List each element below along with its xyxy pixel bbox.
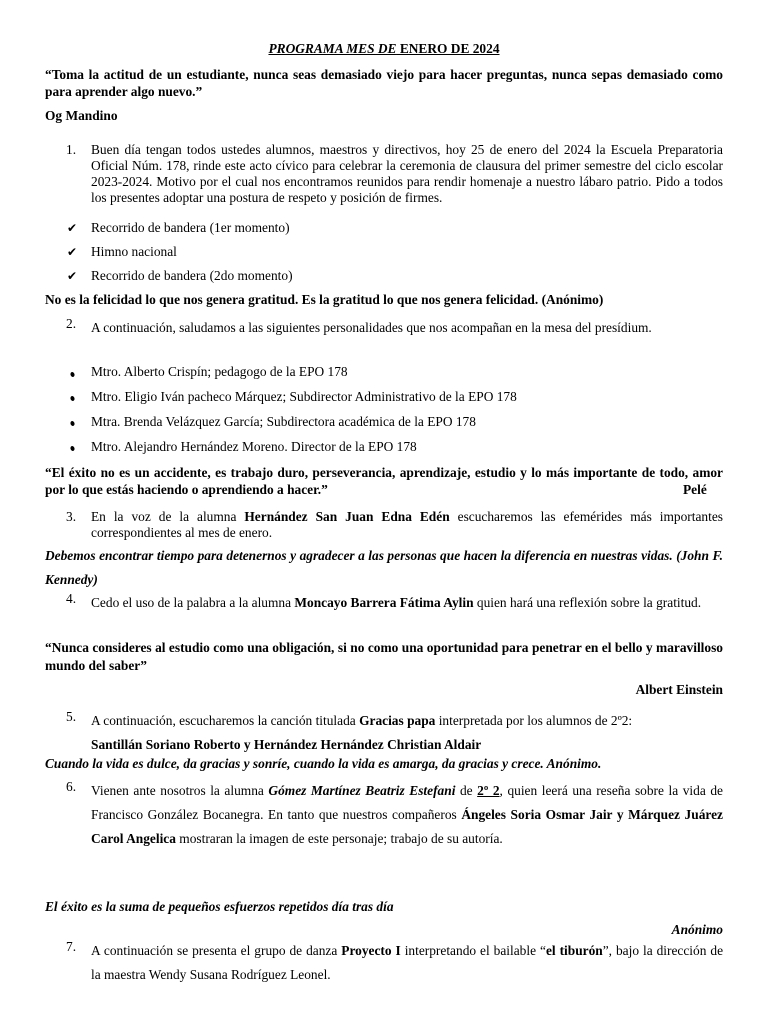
item-3-number: 3. <box>66 509 77 524</box>
item-6-mid1: de <box>455 783 478 798</box>
item-5-number: 5. <box>66 709 77 724</box>
quote-5-author: Albert Einstein <box>635 682 723 697</box>
item-7-number: 7. <box>66 939 77 954</box>
quote-4: Debemos encontrar tiempo para detenernos y agradecer a las personas que hacen la diferencia en nuestras vidas. (John F. Kennedy) <box>45 548 723 587</box>
item-4-text <box>91 591 723 615</box>
check-item-3: Recorrido de bandera (2do momento) <box>91 268 293 283</box>
quote-3-text: “El éxito no es un accidente, es trabajo duro, perseverancia, aprendizaje, estudio y lo más importante de todo, amor por lo que estás haciendo o aprendiendo a hacer.” <box>45 465 723 497</box>
quote-1: “Toma la actitud de un estudiante, nunca seas demasiado viejo para hacer preguntas, nunca sepas demasiado como para aprender algo nuevo.” <box>45 67 723 99</box>
quote-3-author: Pelé <box>683 482 707 497</box>
bullet-icon <box>70 445 75 451</box>
item-4-post: quien hará una reflexión sobre la gratitud. <box>473 595 702 610</box>
check-item-1: Recorrido de bandera (1er momento) <box>91 220 290 235</box>
item-2-number: 2. <box>66 316 77 331</box>
companions-names: Ángeles Soria Osmar Jair y Márquez Juárez Carol Angelica <box>91 807 723 846</box>
dance-group: Proyecto I <box>341 943 401 958</box>
dance-title: el tiburón <box>545 943 603 958</box>
quote-5: “Nunca consideres al estudio como una obligación, si no como una oportunidad para penetrar en el bello y maravilloso mundo del saber” <box>45 640 723 673</box>
page-title <box>0 41 768 57</box>
group-label: 2º 2 <box>477 783 500 798</box>
quote-6: Cuando la vida es dulce, da gracias y sonríe, cuando la vida es amarga, da gracias y crece. Anónimo. <box>45 756 602 771</box>
quote-7-author: Anónimo <box>671 922 723 937</box>
title-part2: ENERO DE 2024 <box>396 41 500 56</box>
item-5-pre: A continuación, escucharemos la canción titulada <box>91 713 360 728</box>
item-5-text <box>91 709 723 757</box>
title-part1: PROGRAMA MES DE <box>268 41 397 56</box>
performers-names: Santillán Soriano Roberto y Hernández Hernández Christian Aldair <box>91 737 482 752</box>
bullet-icon <box>70 420 75 426</box>
item-5-mid: interpretada por los alumnos de 2º2: <box>435 713 633 728</box>
item-7-pre: A continuación se presenta el grupo de danza <box>91 943 342 958</box>
quote-1-author: Og Mandino <box>45 108 118 123</box>
item-7-mid: interpretando el bailable “ <box>400 943 546 958</box>
check-icon: ✔ <box>67 221 78 235</box>
bullet-icon <box>70 371 75 377</box>
personality-3: Mtra. Brenda Velázquez García; Subdirectora académica de la EPO 178 <box>91 414 476 429</box>
item-6-pre: Vienen ante nosotros la alumna <box>91 783 269 798</box>
check-icon: ✔ <box>67 245 78 259</box>
quote-7: El éxito es la suma de pequeños esfuerzos repetidos día tras día <box>45 899 394 914</box>
personality-1: Mtro. Alberto Crispín; pedagogo de la EPO 178 <box>91 364 348 379</box>
check-icon: ✔ <box>67 269 78 283</box>
check-item-2: Himno nacional <box>91 244 177 259</box>
item-1-number: 1. <box>66 142 77 157</box>
song-title: Gracias papa <box>359 713 436 728</box>
item-7-post: ”, bajo la dirección de la maestra Wendy Susana Rodríguez Leonel. <box>91 943 724 982</box>
item-3-text <box>91 509 723 541</box>
personality-4: Mtro. Alejandro Hernández Moreno. Director de la EPO 178 <box>91 439 417 454</box>
item-1-text: Buen día tengan todos ustedes alumnos, maestros y directivos, hoy 25 de enero del 2024 la Escuela Preparatoria Oficial Núm. 178, rinde este acto cívico para celebrar la ceremonia de clausura del primer semestre del ciclo escolar 2023-2024. Motivo por el cual nos encontramos reunidos para rendir homenaje a nuestro lábaro patrio. Pido a todos los presentes adoptar una postura de respeto y posición de firmes. <box>91 142 723 205</box>
student-name: Moncayo Barrera Fátima Aylin <box>294 595 474 610</box>
item-6-number: 6. <box>66 779 77 794</box>
item-6-mid2: , quien leerá una reseña sobre la vida de Francisco González Bocanegra. En tanto que nuestros compañeros <box>91 783 723 822</box>
item-6-post: mostraran la imagen de este personaje; trabajo de su autoría. <box>175 831 503 846</box>
personality-2: Mtro. Eligio Iván pacheco Márquez; Subdirector Administrativo de la EPO 178 <box>91 389 517 404</box>
quote-2: No es la felicidad lo que nos genera gratitud. Es la gratitud lo que nos genera felicidad. (Anónimo) <box>45 292 604 307</box>
item-4-number: 4. <box>66 591 77 606</box>
item-7-text <box>91 939 723 987</box>
bullet-icon <box>70 395 75 401</box>
student-name: Hernández San Juan Edna Edén <box>244 509 450 524</box>
student-name: Gómez Martínez Beatriz Estefani <box>268 783 456 798</box>
quote-3 <box>45 464 723 498</box>
item-2-text: A continuación, saludamos a las siguientes personalidades que nos acompañan en la mesa del presídium. <box>91 320 652 335</box>
item-3-pre: En la voz de la alumna <box>91 509 245 524</box>
item-6-text <box>91 779 723 851</box>
item-4-pre: Cedo el uso de la palabra a la alumna <box>91 595 295 610</box>
item-3-post: escucharemos las efemérides más importantes correspondientes al mes de enero. <box>91 509 723 540</box>
